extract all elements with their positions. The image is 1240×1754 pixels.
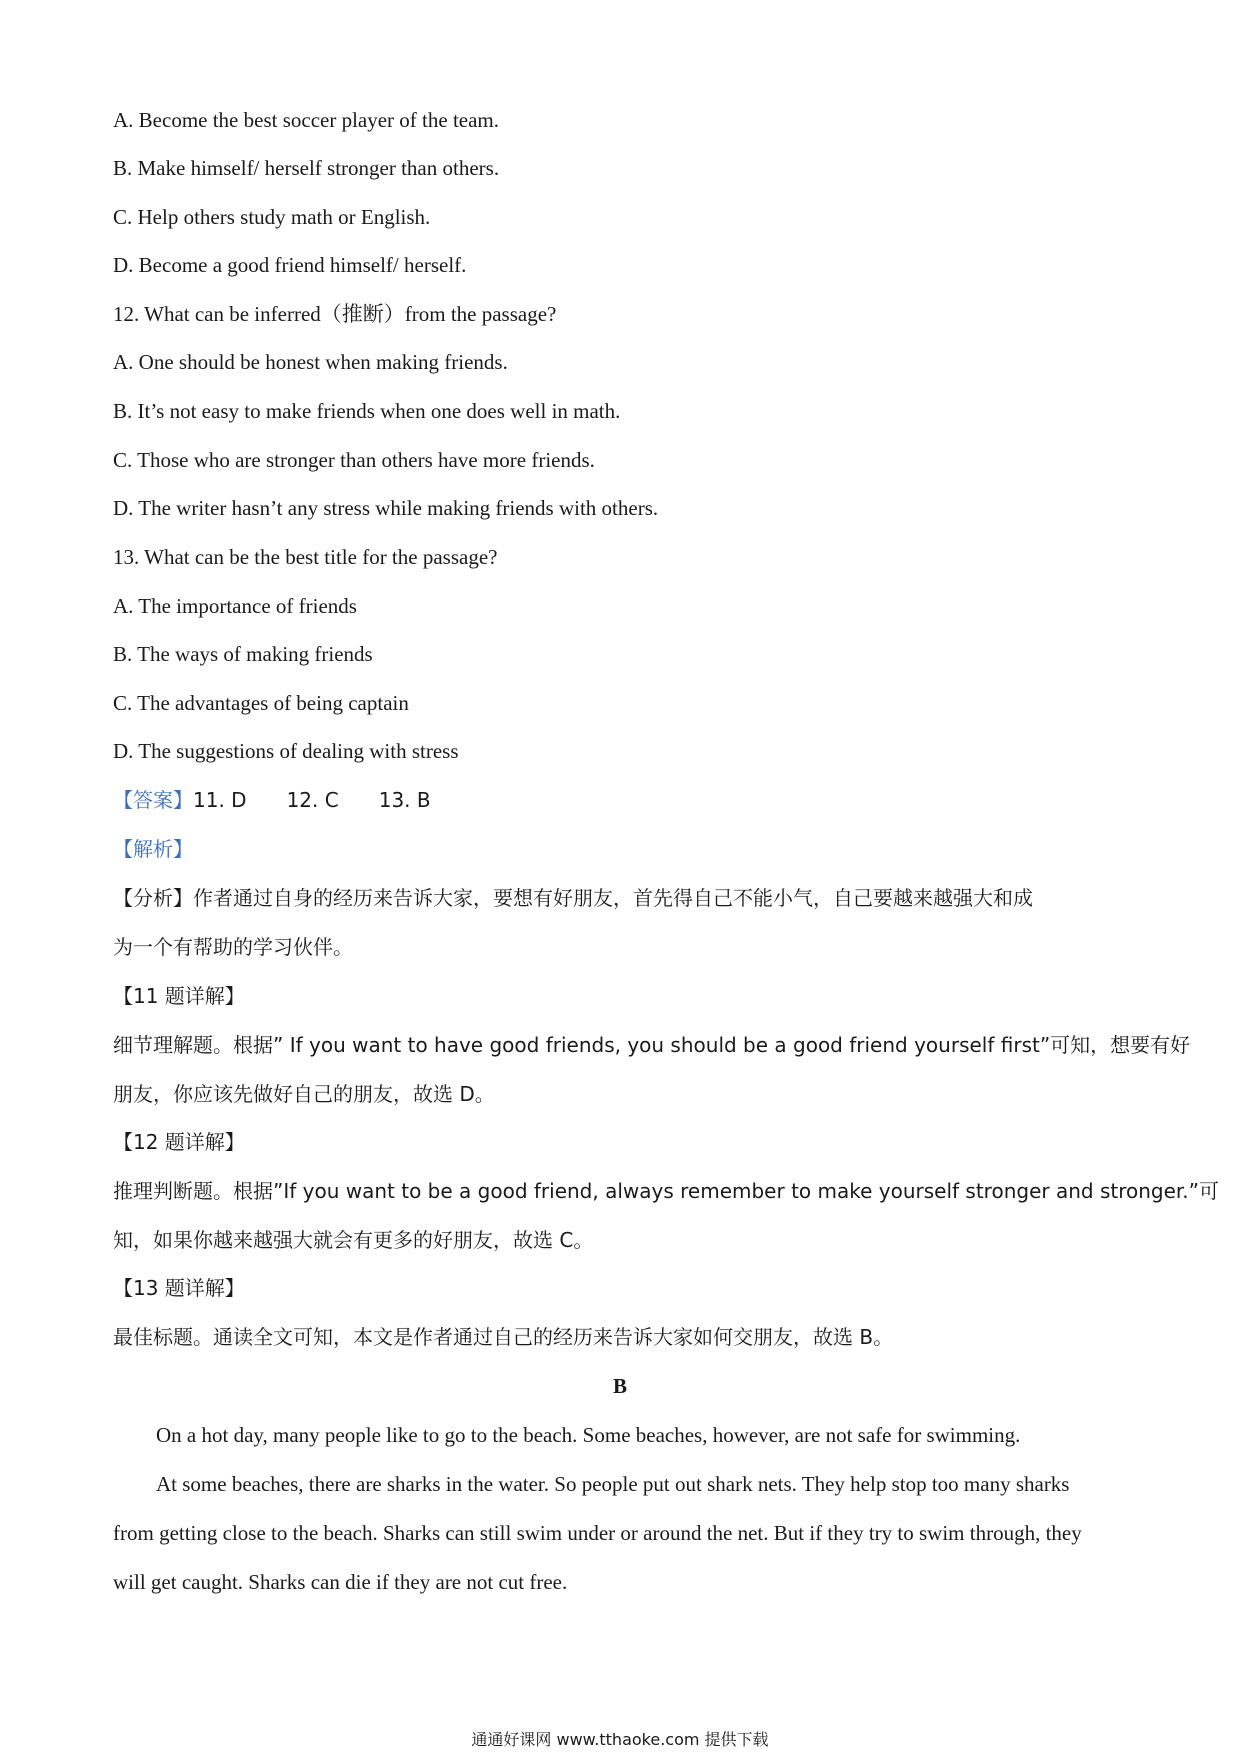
q11-option-a: A. Become the best soccer player of the team. [113, 108, 500, 132]
q11-option-b: B. Make himself/ herself stronger than others. [113, 156, 500, 180]
detail-12-line2: 知，如果你越来越强大就会有更多的好朋友，故选 C。 [113, 1228, 594, 1252]
answer-label: 【答案】 [113, 788, 193, 812]
passage-b-heading: B [612, 1374, 627, 1398]
detail-12-label: 【12 题详解】 [113, 1130, 245, 1154]
detail-13-line1: 最佳标题。通读全文可知，本文是作者通过自己的经历来告诉大家如何交朋友，故选 B。 [113, 1325, 894, 1349]
analysis-summary-line2: 为一个有帮助的学习伙伴。 [113, 935, 353, 959]
passage-b-paragraph2-line1: At some beaches, there are sharks in the water. So people put out shark nets. They help stop too many sharks [156, 1472, 1070, 1496]
answer-13: 13. B [378, 788, 431, 812]
detail-13-label: 【13 题详解】 [113, 1276, 245, 1300]
q12-option-a: A. One should be honest when making friends. [113, 350, 508, 374]
answer-line [113, 786, 431, 814]
q13-question: 13. What can be the best title for the passage? [113, 545, 498, 569]
passage-b-paragraph2-line3: will get caught. Sharks can die if they are not cut free. [113, 1570, 568, 1594]
q11-option-c: C. Help others study math or English. [113, 205, 431, 229]
q11-option-d: D. Become a good friend himself/ herself. [113, 253, 467, 277]
q13-option-a: A. The importance of friends [113, 594, 357, 618]
q13-option-d: D. The suggestions of dealing with stress [113, 739, 459, 763]
detail-11-line1: 细节理解题。根据” If you want to have good friends, you should be a good friend yourself first”可知，想要有好 [113, 1033, 1191, 1057]
q12-question: 12. What can be inferred（推断）from the passage? [113, 302, 557, 326]
analysis-summary-line1: 【分析】作者通过自身的经历来告诉大家，要想有好朋友，首先得自己不能小气，自己要越来越强大和成 [113, 886, 1033, 910]
page-footer: 通通好课网 www.tthaoke.com 提供下载 [471, 1730, 769, 1749]
q12-option-c: C. Those who are stronger than others have more friends. [113, 448, 595, 472]
detail-11-label: 【11 题详解】 [113, 984, 245, 1008]
detail-11-line2: 朋友，你应该先做好自己的朋友，故选 D。 [113, 1082, 495, 1106]
answer-11: 11. D [193, 788, 247, 812]
analysis-label: 【解析】 [113, 837, 193, 861]
q12-option-b: B. It’s not easy to make friends when one does well in math. [113, 399, 621, 423]
detail-12-line1: 推理判断题。根据”If you want to be a good friend, always remember to make yourself stronger and stronger.”可 [113, 1179, 1220, 1203]
q12-option-d: D. The writer hasn’t any stress while making friends with others. [113, 496, 659, 520]
q13-option-c: C. The advantages of being captain [113, 691, 409, 715]
q13-option-b: B. The ways of making friends [113, 642, 373, 666]
passage-b-paragraph2-line2: from getting close to the beach. Sharks can still swim under or around the net. But if they try to swim through, they [113, 1521, 1082, 1545]
passage-b-paragraph1: On a hot day, many people like to go to the beach. Some beaches, however, are not safe for swimming. [156, 1423, 1021, 1447]
answer-12: 12. C [286, 788, 339, 812]
